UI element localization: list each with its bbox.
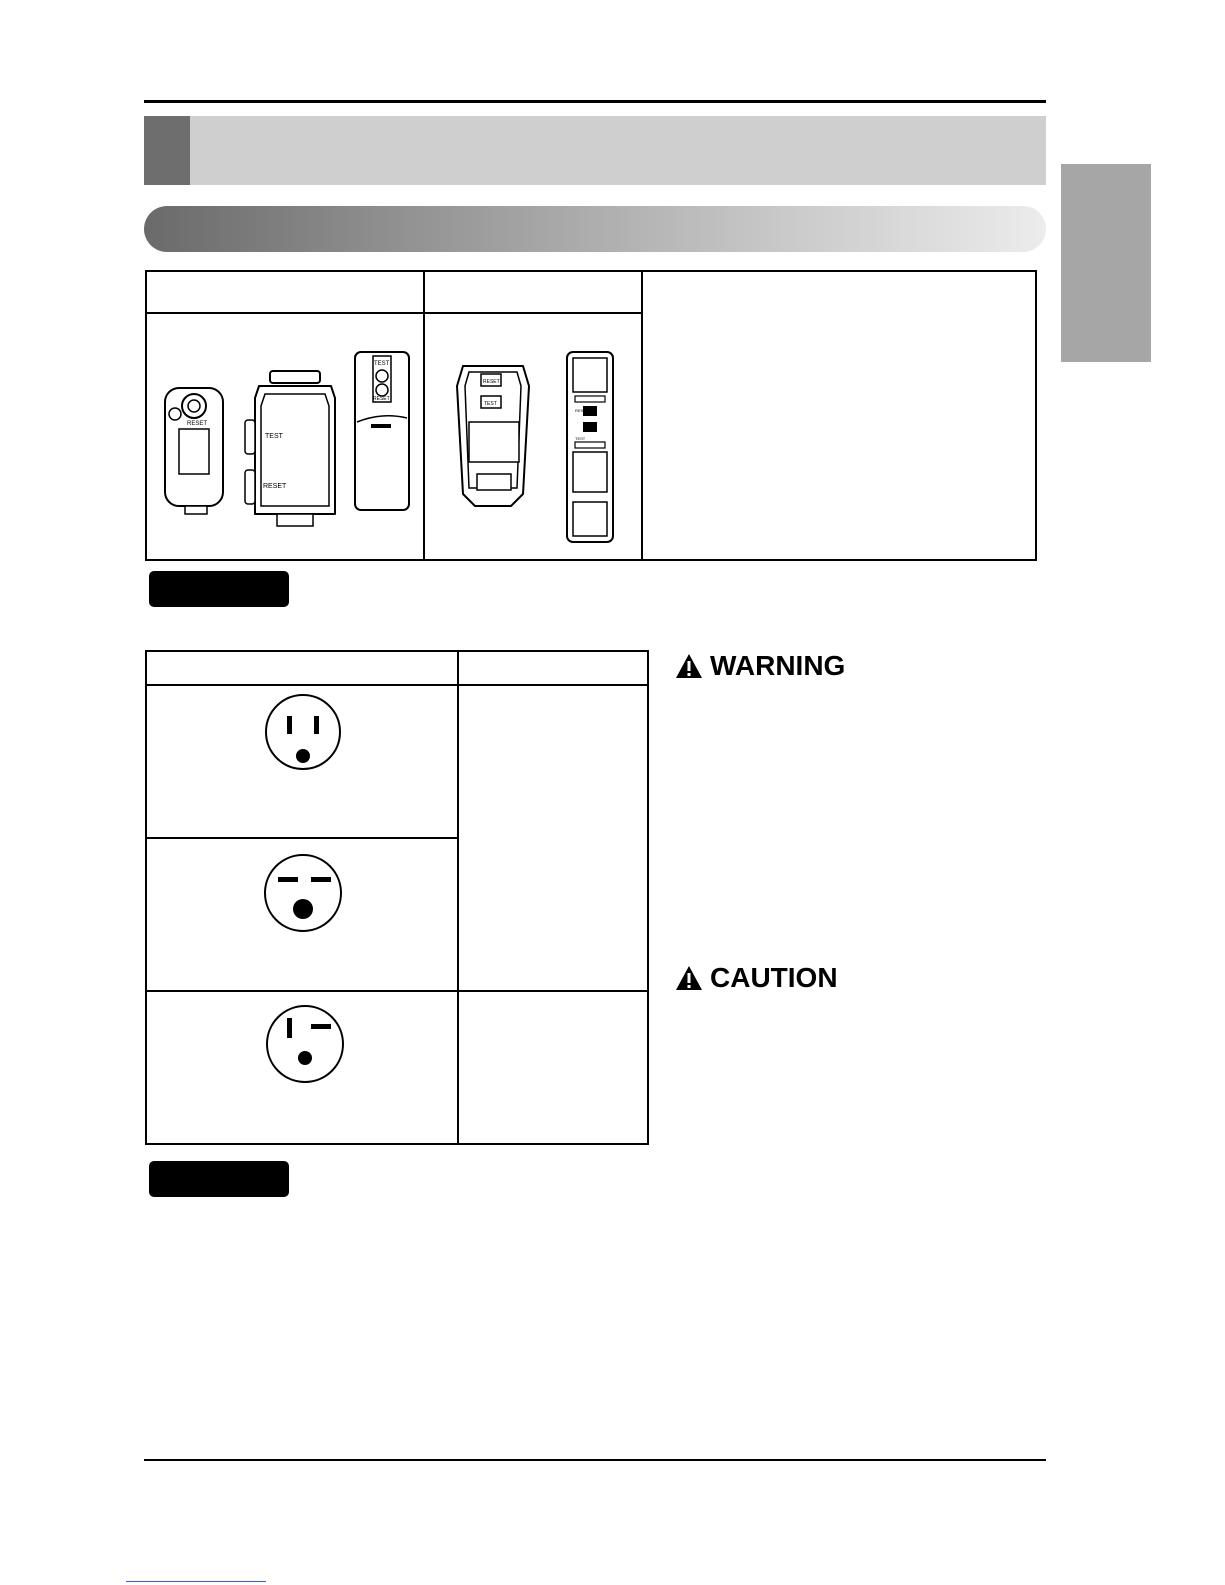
outlet-horizontal-slots-icon: [147, 839, 457, 985]
test-label-tall: TEST: [374, 361, 390, 367]
note-badge-1: [149, 571, 289, 607]
side-tab: [1061, 164, 1151, 362]
section-header-bar: [144, 116, 1046, 185]
single-gfci-outlet-icon: [457, 366, 529, 506]
note-badge-2: [149, 1161, 289, 1197]
receptacle-table: [145, 650, 649, 1145]
gfci-outlet-illustrations: [425, 314, 641, 554]
receptacle-header-cell-1: [146, 651, 458, 685]
dual-gfci-outlet-icon: [567, 352, 613, 542]
section-number-block: [144, 116, 190, 185]
gfci-outlet-images-cell: [424, 313, 642, 560]
receptacle-header-cell-2: [458, 651, 648, 685]
warning-triangle-icon: [674, 652, 704, 680]
subsection-header-bar: [144, 206, 1046, 252]
gfci-device-table: [145, 270, 1037, 561]
reset-label-large: RESET: [263, 483, 287, 490]
reset-label-outlet-b: RESET: [575, 408, 589, 413]
gfci-plug-illustrations: [147, 314, 423, 554]
receptacle-merged-note-cell: [458, 685, 648, 991]
large-gfci-plug-icon: [245, 371, 335, 526]
gfci-header-cell-2: [424, 271, 642, 313]
reset-label-small: RESET: [187, 421, 208, 427]
caution-title: CAUTION: [710, 962, 838, 993]
receptacle-row-3: [146, 991, 458, 1144]
receptacle-row-2: [146, 838, 458, 991]
outlet-vertical-slots-icon: [147, 686, 457, 832]
gfci-header-cell-1: [146, 271, 424, 313]
outlet-mixed-slots-icon: [147, 992, 457, 1138]
gfci-description-cell: [642, 271, 1036, 560]
test-label-outlet-b: TEST: [575, 436, 586, 441]
tall-gfci-plug-icon: [355, 352, 409, 510]
warning-title: WARNING: [710, 650, 846, 681]
caution-heading: [674, 962, 838, 994]
gfci-plug-images-cell: [146, 313, 424, 560]
footer-underline: [126, 1581, 266, 1582]
reset-label-outlet-a: RESET: [483, 379, 500, 385]
small-gfci-plug-icon: [165, 388, 223, 514]
receptacle-row-3-note: [458, 991, 648, 1144]
test-label-outlet-a: TEST: [484, 401, 497, 407]
receptacle-row-1: [146, 685, 458, 838]
test-label-large: TEST: [265, 433, 283, 440]
warning-heading: [674, 650, 845, 682]
caution-triangle-icon: [674, 964, 704, 992]
reset-label-tall: RESET: [373, 396, 390, 402]
top-rule: [144, 100, 1046, 103]
bottom-rule: [144, 1459, 1046, 1461]
